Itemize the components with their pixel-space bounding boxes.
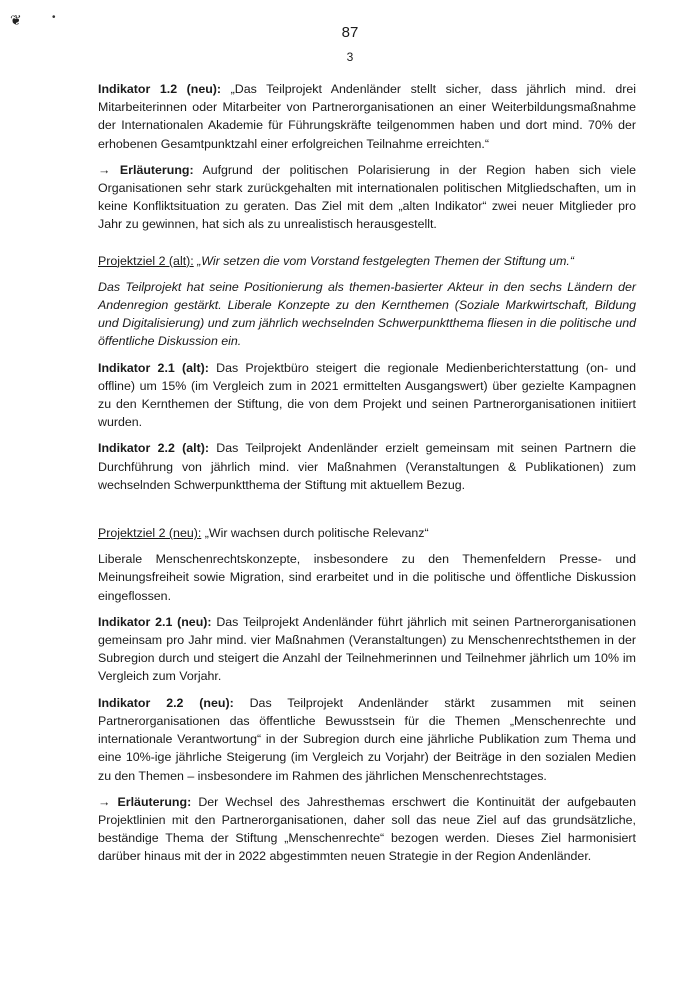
- sub-page-number: 3: [346, 50, 354, 64]
- scan-mark-icon: ❦: [10, 12, 22, 28]
- indicator-text: Das Teilprojekt Andenländer erzielt gemeinsam mit seinen Partnern die Durchführung von jährlich mind. vier Maßnahmen (Veranstaltungen & Publikationen) zum wechselnden Schwerpunktthema der Stiftung mit aktuellem Bezug.: [98, 441, 636, 492]
- explanation-text: Der Wechsel des Jahresthemas erschwert die Kontinuität der aufgebauten Projektlinien mit den Partnerorganisationen, daher soll das neue Ziel auf das grundsätzliche, beständige Thema der Stiftung „Menschenrechte“ bezogen werden. Dieses Ziel harmonisiert darüber hinaus mit der in 2022 abgestimmten neuen Strategie in der Region Andenländer.: [98, 794, 637, 864]
- project-goal-2-old-body: Das Teilprojekt hat seine Positionierung als themen-basierter Akteur in den sechs Ländern der Andenregion gestärkt. Liberale Konzepte zu den Kernthemen (Soziale Markwirtschaft, Bildung und Digitalisierung) und zum jährlich wechselnden Schwerpunktthema fliesen in die politische und öffentliche Diskussion ein.: [98, 279, 636, 349]
- indicator-label: Indikator 2.2 (neu):: [98, 695, 234, 710]
- indicator-2-2-new: [98, 694, 636, 785]
- project-goal-quote: „Wir setzen die vom Vorstand festgelegten Themen der Stiftung um.“: [197, 253, 575, 268]
- arrow-right-icon: →: [98, 162, 111, 177]
- indicator-2-2-old: [98, 439, 636, 494]
- scan-dot-icon: •: [52, 12, 56, 23]
- indicator-label: Indikator 2.1 (alt):: [98, 360, 209, 375]
- indicator-2-1-old: [98, 359, 636, 432]
- explanation-label: Erläuterung:: [117, 794, 192, 809]
- project-goal-label: Projektziel 2 (alt):: [98, 253, 194, 268]
- indicator-text: Das Projektbüro steigert die regionale Medienberichterstattung (on- und offline) um 15% (im Vergleich zum in 2021 ermittelten Ausgangswert) über gezielte Kampagnen zu den Kernthemen der Stiftung, die von dem Projekt und seinen Partnerorganisationen initiiert wurden.: [98, 360, 636, 430]
- project-goal-2-new-body: Liberale Menschenrechtskonzepte, insbesondere zu den Themenfeldern Presse- und Meinungsfreiheit sowie Migration, sind erarbeitet und in die politische und öffentliche Diskussion eingeflossen.: [98, 552, 636, 603]
- page-number: [0, 24, 700, 41]
- indicator-label: Indikator 2.2 (alt):: [98, 441, 209, 456]
- indicator-label: Indikator 1.2 (neu):: [98, 82, 222, 96]
- indicator-2-1-new: [98, 613, 636, 686]
- arrow-right-icon: →: [98, 794, 111, 809]
- project-goal-2-new-heading: [98, 524, 636, 542]
- explanation-1: [98, 161, 636, 234]
- project-goal-2-old-heading: [98, 252, 636, 270]
- indicator-label: Indikator 2.1 (neu):: [98, 614, 212, 629]
- page-number-text: 87: [341, 24, 359, 41]
- project-goal-quote: „Wir wachsen durch politische Relevanz“: [204, 526, 429, 541]
- explanation-label: Erläuterung:: [119, 162, 194, 177]
- project-goal-label: Projektziel 2 (neu):: [98, 526, 202, 541]
- indicator-text: „Das Teilprojekt Andenländer stellt sicher, dass jährlich mind. drei Mitarbeiterinnen oder Mitarbeiter von Partnerorganisationen an einer Weiterbildungsmaßnahme der Internationalen Akademie für Führungskräfte teilgenommen haben und dort mind. 70% der erhobenen Gesamtpunktzahl einer erfolgreichen Teilnahme erreichten.“: [98, 82, 636, 151]
- document-body: [98, 80, 636, 874]
- explanation-2: [98, 793, 636, 866]
- explanation-text: Aufgrund der politischen Polarisierung in der Region haben sich viele Organisationen sehr stark zurückgehalten mit internationalen politischen Mitgliedschaften, um in keine Konfliktsituation zu geraten. Das Ziel mit dem „alten Indikator“ zwei neuer Mitglieder pro Jahr zu gewinnen, hat sich als zu unrealistisch herausgestellt.: [98, 162, 636, 232]
- indicator-1-2-new: [98, 80, 636, 153]
- indicator-text: Das Teilprojekt Andenländer führt jährlich mit seinen Partnerorganisationen gemeinsam pro Jahr mind. vier Maßnahmen (Veranstaltungen) zu Menschenrechtsthemen in der Subregion durch und steigert die Anzahl der Teilnehmerinnen und Teilnehmer jährlich um 10% im Vergleich zum Vorjahr.: [98, 614, 636, 684]
- indicator-text: Das Teilprojekt Andenländer stärkt zusammen mit seinen Partnerorganisationen das öffentliche Bewusstsein für die Themen „Menschenrechte und internationale Verantwortung“ in der Subregion durch eine jährliche Publikation zum Thema und eine 10%-ige jährliche Steigerung (im Vergleich zu Vorjahr) der Beiträge in den sozialen Medien zu den Themen – insbesondere im Rahmen des jährlichen Menschenrechtstages.: [98, 695, 636, 783]
